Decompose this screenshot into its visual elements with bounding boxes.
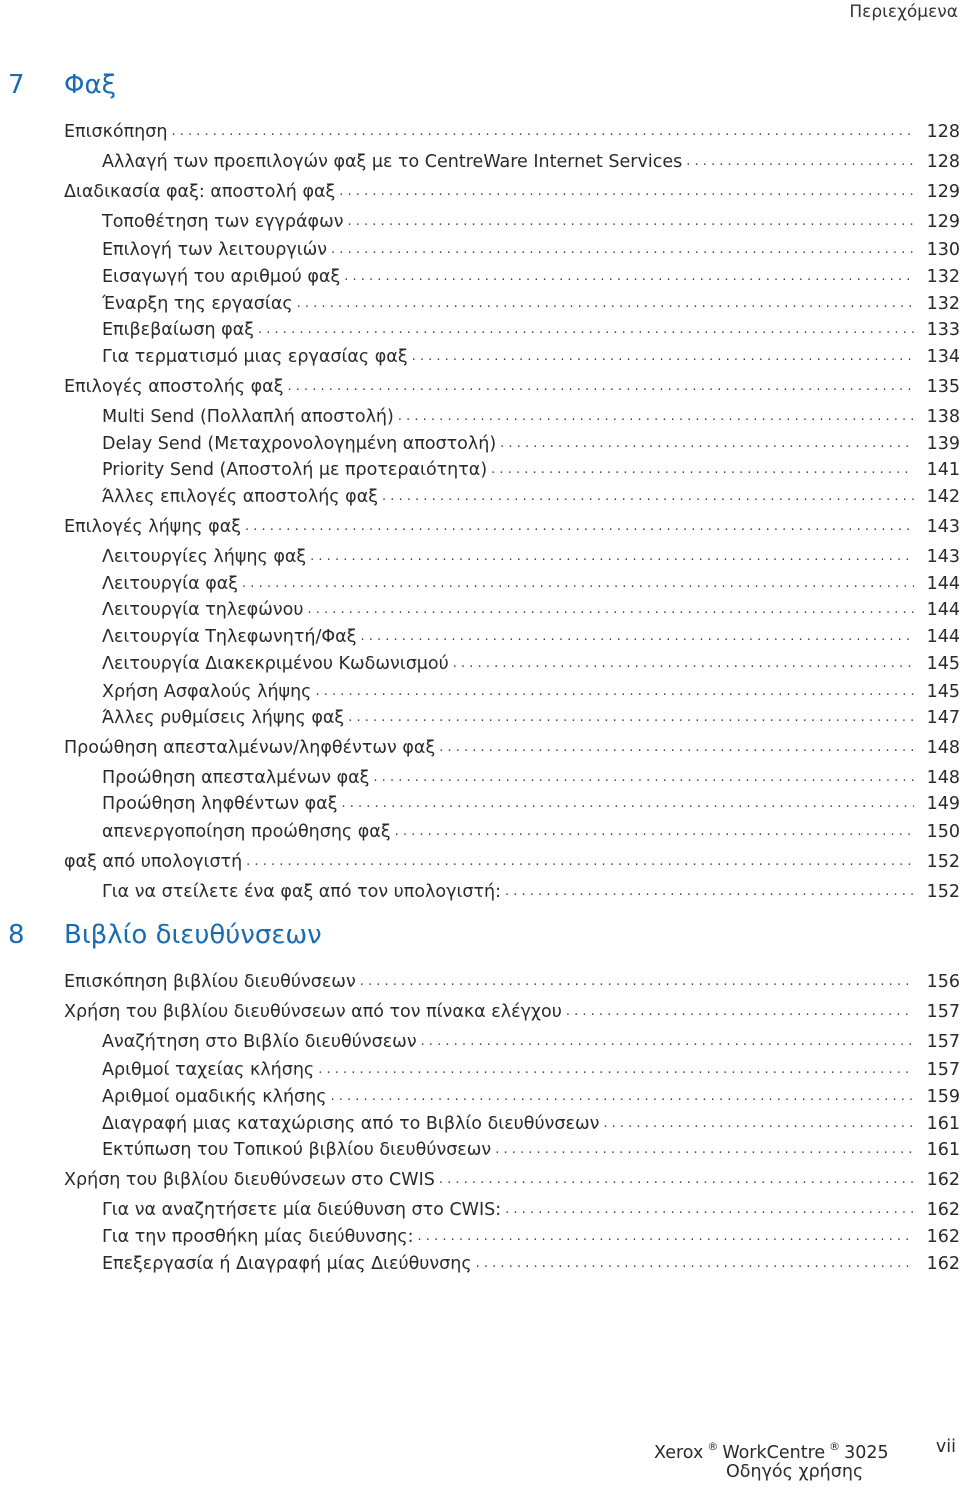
dot-leader	[360, 625, 914, 649]
toc-entry-page: 145	[926, 654, 960, 674]
toc-entry-page: 157	[926, 1032, 960, 1052]
toc-entry-label: Επισκόπηση	[64, 122, 168, 142]
dot-leader	[348, 706, 914, 730]
toc-entry[interactable]	[0, 1138, 960, 1162]
dot-leader	[297, 292, 914, 316]
toc-entry-page: 145	[926, 682, 960, 702]
toc-entry-page: 161	[926, 1140, 960, 1160]
dot-leader	[686, 150, 914, 174]
toc-entry-page: 150	[926, 822, 960, 842]
dot-leader	[439, 736, 914, 760]
toc-entry-label: Διαγραφή μιας καταχώρισης από το Βιβλίο διευθύνσεων	[102, 1114, 600, 1134]
toc-entry-page: 148	[926, 768, 960, 788]
dot-leader	[360, 970, 914, 994]
toc-entry[interactable]	[0, 625, 960, 649]
toc-entry-page: 162	[926, 1254, 960, 1274]
toc-entry[interactable]	[0, 572, 960, 596]
toc-entry-label: Λειτουργία τηλεφώνου	[102, 600, 304, 620]
dot-leader	[331, 238, 914, 262]
dot-leader	[318, 1058, 914, 1082]
toc-entry-page: 132	[926, 267, 960, 287]
toc-entry-label: Προώθηση απεσταλμένων/ληφθέντων φαξ	[64, 738, 436, 758]
toc-entry-label: Άλλες ρυθμίσεις λήψης φαξ	[102, 708, 345, 728]
dot-leader	[348, 210, 915, 234]
toc-entry-label: φαξ από υπολογιστή	[64, 852, 243, 872]
toc-entry-page: 156	[926, 972, 960, 992]
toc-entry[interactable]	[0, 792, 960, 816]
toc-entry[interactable]	[0, 1085, 960, 1109]
dot-leader	[566, 1000, 914, 1024]
toc-entry-page: 135	[926, 377, 960, 397]
toc-entry-page: 161	[926, 1114, 960, 1134]
toc-entry-label: Λειτουργία Τηλεφωνητή/Φαξ	[102, 627, 357, 647]
dot-leader	[242, 572, 914, 596]
toc-entry-label: Χρήση του βιβλίου διευθύνσεων από τον πίνακα ελέγχου	[64, 1002, 562, 1022]
dot-leader	[245, 515, 914, 539]
dot-leader	[307, 598, 914, 622]
toc-entry-label: Χρήση του βιβλίου διευθύνσεων στο CWIS	[64, 1170, 435, 1190]
toc-entry[interactable]	[0, 120, 960, 144]
toc-entry-page: 142	[926, 487, 960, 507]
toc-entry-label: Άλλες επιλογές αποστολής φαξ	[102, 487, 378, 507]
toc-entry-page: 139	[926, 434, 960, 454]
toc-entry-page: 162	[926, 1170, 960, 1190]
toc-entry[interactable]	[0, 1252, 960, 1276]
toc-entry[interactable]	[0, 652, 960, 676]
toc-entry[interactable]	[0, 405, 960, 429]
toc-entry-label: Επεξεργασία ή Διαγραφή μίας Διεύθυνσης	[102, 1254, 472, 1274]
dot-leader	[310, 545, 914, 569]
toc-entry-page: 152	[926, 852, 960, 872]
toc-entry-label: Αλλαγή των προεπιλογών φαξ με το CentreWare Internet Services	[102, 152, 683, 172]
toc-entry[interactable]	[0, 880, 960, 904]
toc-entry[interactable]	[0, 1168, 960, 1192]
dot-leader	[491, 458, 914, 482]
dot-leader	[505, 880, 914, 904]
dot-leader	[171, 120, 914, 144]
running-header-title: Περιεχόμενα	[849, 2, 958, 22]
toc-entry[interactable]	[0, 1058, 960, 1082]
chapter-title[interactable]: Φαξ	[64, 70, 117, 100]
toc-entry-page: 144	[926, 600, 960, 620]
toc-entry-page: 130	[926, 240, 960, 260]
dot-leader	[246, 850, 914, 874]
toc-entry-page: 134	[926, 347, 960, 367]
toc-entry-page: 162	[926, 1227, 960, 1247]
toc-entry-label: Λειτουργίες λήψης φαξ	[102, 547, 307, 567]
toc-entry-page: 128	[926, 122, 960, 142]
toc-entry-label: Επιλογή των λειτουργιών	[102, 240, 328, 260]
toc-entry-page: 159	[926, 1087, 960, 1107]
toc-entry-label: Λειτουργία φαξ	[102, 574, 239, 594]
dot-leader	[331, 1085, 915, 1109]
toc-entry-label: Για τερματισμό μιας εργασίας φαξ	[102, 347, 408, 367]
toc-entry[interactable]	[0, 850, 960, 874]
toc-entry-label: Εκτύπωση του Τοπικού βιβλίου διευθύνσεων	[102, 1140, 492, 1160]
chapter-number: 7	[8, 70, 25, 100]
toc-entry-page: 149	[926, 794, 960, 814]
toc-entry-page: 141	[926, 460, 960, 480]
toc-entry[interactable]	[0, 598, 960, 622]
toc-entry[interactable]	[0, 265, 960, 289]
dot-leader	[382, 485, 914, 509]
dot-leader	[287, 375, 914, 399]
toc-entry-label: Για να αναζητήσετε μία διεύθυνση στο CWIS:	[102, 1200, 502, 1220]
toc-entry-page: 144	[926, 574, 960, 594]
toc-entry-label: Χρήση Ασφαλούς λήψης	[102, 682, 312, 702]
toc-entry-label: Επιλογές λήψης φαξ	[64, 517, 241, 537]
chapter-number: 8	[8, 920, 25, 950]
dot-leader	[505, 1198, 914, 1222]
toc-entry[interactable]	[0, 820, 960, 844]
toc-entry[interactable]	[0, 680, 960, 704]
toc-entry-label: Λειτουργία Διακεκριμένου Κωδωνισμού	[102, 654, 449, 674]
toc-entry-page: 148	[926, 738, 960, 758]
toc-entry-page: 152	[926, 882, 960, 902]
toc-entry-page: 132	[926, 294, 960, 314]
toc-entry[interactable]	[0, 1198, 960, 1222]
toc-entry[interactable]	[0, 485, 960, 509]
dot-leader	[315, 680, 914, 704]
toc-entry[interactable]	[0, 515, 960, 539]
toc-entry-label: Multi Send (Πολλαπλή αποστολή)	[102, 407, 394, 427]
toc-entry-page: 133	[926, 320, 960, 340]
dot-leader	[341, 792, 914, 816]
toc-entry[interactable]	[0, 706, 960, 730]
toc-entry-label: Επιλογές αποστολής φαξ	[64, 377, 284, 397]
toc-entry[interactable]	[0, 970, 960, 994]
dot-leader	[398, 405, 914, 429]
toc-entry-page: 129	[926, 182, 960, 202]
footer-product-name: WorkCentre	[722, 1443, 826, 1463]
toc-entry-label: Delay Send (Μεταχρονολογημένη αποστολή)	[102, 434, 497, 454]
footer-brand: Xerox	[654, 1443, 704, 1463]
dot-leader	[421, 1030, 914, 1054]
toc-entry[interactable]	[0, 458, 960, 482]
toc-entry[interactable]	[0, 345, 960, 369]
dot-leader	[418, 1225, 914, 1249]
dot-leader	[258, 318, 914, 342]
dot-leader	[344, 265, 914, 289]
toc-entry[interactable]	[0, 292, 960, 316]
toc-entry[interactable]	[0, 375, 960, 399]
toc-entry-label: Διαδικασία φαξ: αποστολή φαξ	[64, 182, 336, 202]
toc-entry[interactable]	[0, 545, 960, 569]
toc-entry[interactable]	[0, 210, 960, 234]
dot-leader	[339, 180, 914, 204]
toc-entry-label: Για την προσθήκη μίας διεύθυνσης:	[102, 1227, 414, 1247]
toc-entry[interactable]	[0, 150, 960, 174]
toc-entry-label: Αριθμοί ταχείας κλήσης	[102, 1060, 315, 1080]
dot-leader	[373, 766, 914, 790]
toc-entry-label: Τοποθέτηση των εγγράφων	[102, 212, 344, 232]
toc-entry-label: Priority Send (Αποστολή με προτεραιότητα)	[102, 460, 488, 480]
dot-leader	[476, 1252, 914, 1276]
toc-entry-label: Επισκόπηση βιβλίου διευθύνσεων	[64, 972, 356, 992]
registered-mark: ®	[829, 1440, 841, 1453]
toc-entry[interactable]	[0, 766, 960, 790]
toc-entry-label: Επιβεβαίωση φαξ	[102, 320, 255, 340]
toc-entry-page: 143	[926, 517, 960, 537]
toc-entry-page: 162	[926, 1200, 960, 1220]
toc-entry-page: 157	[926, 1002, 960, 1022]
toc-entry[interactable]	[0, 432, 960, 456]
toc-entry-page: 157	[926, 1060, 960, 1080]
toc-entry[interactable]	[0, 318, 960, 342]
toc-entry-page: 144	[926, 627, 960, 647]
toc-entry[interactable]	[0, 180, 960, 204]
footer-guide-title: Οδηγός χρήσης	[726, 1462, 864, 1482]
dot-leader	[453, 652, 914, 676]
toc-entry-label: Προώθηση ληφθέντων φαξ	[102, 794, 338, 814]
toc-entry[interactable]	[0, 1030, 960, 1054]
registered-mark: ®	[707, 1440, 719, 1453]
toc-entry[interactable]	[0, 1225, 960, 1249]
toc-entry[interactable]	[0, 238, 960, 262]
toc-entry-page: 129	[926, 212, 960, 232]
toc-entry-page: 147	[926, 708, 960, 728]
chapter-title[interactable]: Βιβλίο διευθύνσεων	[64, 920, 322, 950]
toc-entry[interactable]	[0, 1000, 960, 1024]
toc-entry-label: Εισαγωγή του αριθμού φαξ	[102, 267, 341, 287]
footer-model: 3025	[844, 1443, 889, 1463]
toc-entry-page: 138	[926, 407, 960, 427]
toc-entry-label: απενεργοποίηση προώθησης φαξ	[102, 822, 391, 842]
toc-entry-page: 128	[926, 152, 960, 172]
dot-leader	[495, 1138, 914, 1162]
dot-leader	[412, 345, 914, 369]
toc-entry-label: Αριθμοί ομαδικής κλήσης	[102, 1087, 327, 1107]
page-number: vii	[935, 1437, 956, 1457]
dot-leader	[439, 1168, 914, 1192]
toc-entry[interactable]	[0, 736, 960, 760]
toc-entry[interactable]	[0, 1112, 960, 1136]
dot-leader	[395, 820, 914, 844]
dot-leader	[603, 1112, 914, 1136]
toc-entry-label: Για να στείλετε ένα φαξ από τον υπολογιστή:	[102, 882, 502, 902]
toc-entry-label: Έναρξη της εργασίας	[102, 294, 293, 314]
toc-entry-label: Προώθηση απεσταλμένων φαξ	[102, 768, 370, 788]
toc-entry-page: 143	[926, 547, 960, 567]
dot-leader	[500, 432, 914, 456]
toc-entry-label: Αναζήτηση στο Βιβλίο διευθύνσεων	[102, 1032, 417, 1052]
